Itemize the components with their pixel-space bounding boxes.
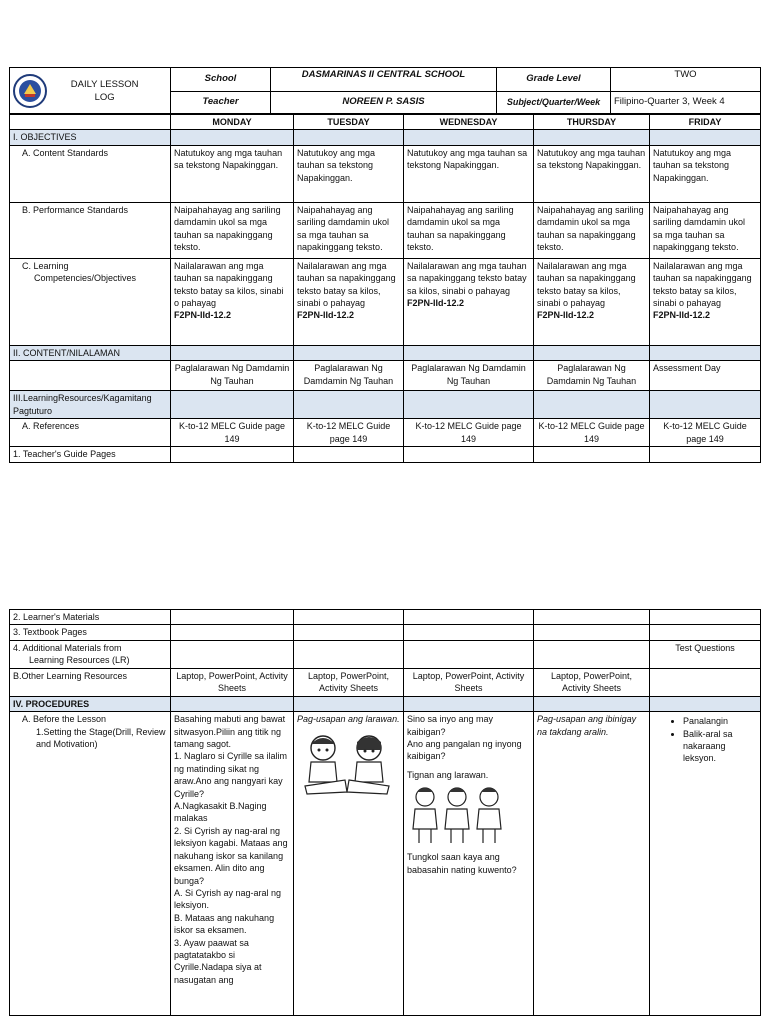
other-resource-cell: Laptop, PowerPoint, Activity Sheets [294, 668, 404, 696]
teacher-label: Teacher [171, 92, 271, 114]
reference-cell: K-to-12 MELC Guide page 149 [404, 419, 534, 447]
other-resource-cell: Laptop, PowerPoint, Activity Sheets [534, 668, 650, 696]
content-cell: Paglalarawan Ng Damdamin Ng Tauhan [294, 361, 404, 391]
before-lesson-label: A. Before the Lesson 1.Setting the Stage(Drill, Review and Motivation) [10, 712, 171, 1016]
grade-value: TWO [611, 68, 761, 92]
title-line2: LOG [94, 91, 115, 103]
resources-title: III.LearningResources/Kagamitang Pagtuturo [10, 391, 171, 419]
title-line1: DAILY LESSON [70, 78, 139, 90]
day-col-empty [10, 115, 171, 130]
school-label: School [171, 68, 271, 92]
subject-label: Subject/Quarter/Week [497, 92, 611, 114]
day-tuesday: TUESDAY [294, 115, 404, 130]
day-thursday: THURSDAY [534, 115, 650, 130]
other-resource-cell: Laptop, PowerPoint, Activity Sheets [171, 668, 294, 696]
content-standard-cell: Natutukoy ang mga tauhan sa tekstong Napakinggan. [534, 145, 650, 202]
content-standard-cell: Natutukoy ang mga tauhan sa tekstong Napakinggan. [171, 145, 294, 202]
day-wednesday: WEDNESDAY [404, 115, 534, 130]
content-standard-cell: Natutukoy ang mga tauhan sa tekstong Napakinggan. [404, 145, 534, 202]
resources-procedures-table [9, 609, 761, 1016]
content-standards-label: A. Content Standards [10, 145, 171, 202]
performance-standard-cell: Naipahahayag ang sariling damdamin ukol sa mga tauhan sa napakinggang teksto. [404, 202, 534, 258]
performance-standard-cell: Naipahahayag ang sariling damdamin ukol sa mga tauhan sa napakinggang teksto. [534, 202, 650, 258]
other-resource-cell: Laptop, PowerPoint, Activity Sheets [404, 668, 534, 696]
competency-cell: Nailalarawan ang mga tauhan sa napakinggang teksto batay sa kilos, sinabi o pahayag F2PN-IId-12.2 [650, 258, 761, 345]
procedures-title: IV. PROCEDURES [10, 696, 171, 711]
content-title: II. CONTENT/NILALAMAN [10, 345, 171, 360]
lesson-log-bottom [9, 609, 760, 1016]
additional-materials-label: 4. Additional Materials from Learning Resources (LR) [10, 640, 171, 668]
content-cell: Paglalarawan Ng Damdamin Ng Tauhan [534, 361, 650, 391]
monday-procedure: Basahing mabuti ang bawat sitwasyon.Piliin ang titik ng tamang sagot. 1. Naglaro si Cyrille sa ilalim ng matinding sikat ng araw.Ano ang nangyari kay Cyrille? A.Nagkasakit B.Naging malakas 2. Si Cyrish ay nag-aral ng leksiyon kagabi. Mataas ang nakuhang iskor sa kanilang eksamen. Alin dito ang bunga? A. Si Cyrish ay nag-aral ng leksiyon. B. Mataas ang nakuhang iskor sa eksamen. 3. Ayaw paawat sa pagtatatakbo si Cyrille.Nadapa siya at nasugatan ang [171, 712, 294, 1016]
additional-materials-friday: Test Questions [650, 640, 761, 668]
competency-cell: Nailalarawan ang mga tauhan sa napakinggang teksto batay sa kilos, sinabi o pahayag F2PN-IId-12.2 [171, 258, 294, 345]
other-resources-label: B.Other Learning Resources [10, 668, 171, 696]
textbook-pages-label: 3. Textbook Pages [10, 625, 171, 640]
content-cell: Assessment Day [650, 361, 761, 391]
references-label: A. References [10, 419, 171, 447]
title-cell [10, 68, 171, 114]
three-kids-illustration [407, 785, 507, 847]
subject-value: Filipino-Quarter 3, Week 4 [611, 92, 761, 114]
teachers-guide-label: 1. Teacher's Guide Pages [10, 447, 171, 462]
competency-cell: Nailalarawan ang mga tauhan sa napakinggang teksto batay sa kilos, sinabi o pahayag F2PN-IId-12.2 [294, 258, 404, 345]
competencies-label: C. Learning Competencies/Objectives [10, 258, 171, 345]
objectives-title: I. OBJECTIVES [10, 130, 171, 145]
kids-reading-illustration [297, 730, 397, 796]
content-standard-cell: Natutukoy ang mga tauhan sa tekstong Napakinggan. [294, 145, 404, 202]
school-value: DASMARINAS II CENTRAL SCHOOL [271, 68, 497, 92]
reference-cell: K-to-12 MELC Guide page 149 [171, 419, 294, 447]
thursday-procedure: Pag-usapan ang ibinigay na takdang aralin. [534, 712, 650, 1016]
reference-cell: K-to-12 MELC Guide page 149 [294, 419, 404, 447]
friday-item: • Panalangin [683, 715, 757, 727]
reference-cell: K-to-12 MELC Guide page 149 [650, 419, 761, 447]
reference-cell: K-to-12 MELC Guide page 149 [534, 419, 650, 447]
performance-standards-label: B. Performance Standards [10, 202, 171, 258]
day-monday: MONDAY [171, 115, 294, 130]
lesson-log-top [9, 67, 760, 463]
performance-standard-cell: Naipahahayag ang sariling damdamin ukol sa mga tauhan sa napakinggang teksto. [650, 202, 761, 258]
tuesday-procedure: Pag-usapan ang larawan. [294, 712, 404, 1016]
friday-procedure [650, 712, 761, 1016]
content-cell: Paglalarawan Ng Damdamin Ng Tauhan [404, 361, 534, 391]
performance-standard-cell: Naipahahayag ang sariling damdamin ukol sa mga tauhan sa napakinggang teksto. [171, 202, 294, 258]
content-standard-cell: Natutukoy ang mga tauhan sa tekstong Napakinggan. [650, 145, 761, 202]
header-and-objectives-table [9, 67, 761, 114]
wednesday-procedure: Sino sa inyo ang may kaibigan? Ano ang pangalan ng inyong kaibigan? Tignan ang larawan. Tungkol saan kaya ang babasahin nating kuwento? [404, 712, 534, 1016]
friday-item: • Balik-aral sa nakaraang leksyon. [683, 728, 757, 765]
deped-seal-icon [13, 74, 47, 108]
content-cell: Paglalarawan Ng Damdamin Ng Tauhan [171, 361, 294, 391]
performance-standard-cell: Naipahahayag ang sariling damdamin ukol sa mga tauhan sa napakinggang teksto. [294, 202, 404, 258]
competency-cell: Nailalarawan ang mga tauhan sa napakinggang teksto batay sa kilos, sinabi o pahayag F2PN-IId-12.2 [534, 258, 650, 345]
competency-cell: Nailalarawan ang mga tauhan sa napakinggang teksto batay sa kilos, sinabi o pahayag F2PN-IId-12.2 [404, 258, 534, 345]
day-friday: FRIDAY [650, 115, 761, 130]
objectives-table [9, 114, 761, 463]
grade-label: Grade Level [497, 68, 611, 92]
teacher-value: NOREEN P. SASIS [271, 92, 497, 114]
learners-materials-label: 2. Learner's Materials [10, 610, 171, 625]
